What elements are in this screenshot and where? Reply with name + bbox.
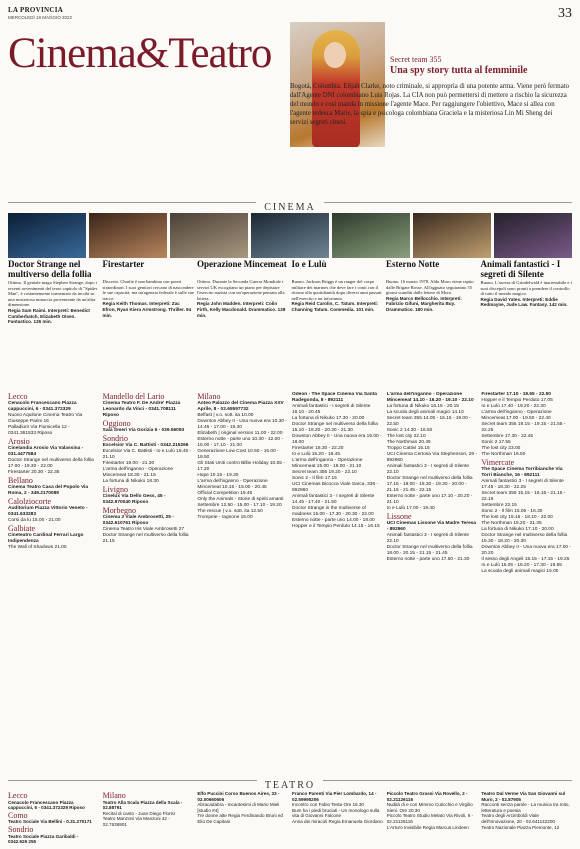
feature-headline: Una spy story tutta al femminile (390, 65, 528, 76)
city-heading: Sondrio (8, 824, 34, 834)
listing-entry: Corsi da lu 15.00 - 21.00 (8, 518, 61, 523)
listing-entry: The Wall of Shadows 21.00 (8, 545, 67, 550)
listing-entry: Settembre 12.50 - 15.00 - 17.10 - 19.20 (197, 503, 282, 508)
listing-entry: Esterno notte - parte uno 10.30 - 12.00 - 15.00 - 17.10 - 21.00 (197, 437, 283, 448)
listing-entry: Odeon - The Space Cinema Via Santa Radegonda, 8 - 892111 (292, 392, 377, 403)
listing-column (197, 791, 288, 845)
listing-entry: L'arma dell'inganno - Operazione Mincemeat 10.15 - 15.00 - 20.45 (197, 479, 268, 490)
listing-entry: L'arma dell'inganno - Operazione Mincemeat 17.00 - 19.50 - 22.40 (481, 410, 552, 421)
listing-column (103, 392, 194, 760)
film-card (386, 260, 478, 325)
listing-entry: Franco Parenti Via Pier Lombardo, 14 - 02.59995206 (292, 791, 377, 802)
listing-entry: L'arma dell'inganno - Operazione Mincemeat 18.30 - 21.15 (102, 467, 174, 478)
listing-entry: Sonic 2 17.55 (481, 440, 511, 445)
listing-entry: Bum ha i piedi bruciati - Un monologo sulla vita di Giovanni Falcone (292, 807, 380, 819)
listing-entry: Firestarter 18.30 - 22.20 (292, 446, 344, 451)
teatro-section-label: TEATRO (257, 780, 323, 791)
listing-column (8, 392, 99, 760)
listing-entry: Doctor Strange nel multiverso della follia 15.30 - 18.20 - 20.30 (481, 533, 568, 544)
listing-entry: Tre donne alte Regia Ferdinando Bruni ed Elio De Capitani (197, 813, 283, 824)
city-heading: Oggiono (102, 419, 131, 428)
city-heading: Milano (197, 392, 221, 401)
listing-entry: Cinema Teatro F. De Andre' Piazza Leonardo da Vinci - 0341.708111 Riposo (102, 401, 181, 418)
listing-entry: Anna dei miracoli Regia Emanuela Giordano (292, 818, 383, 824)
listing-entry: Secret team 355 14.05 - 16.15 - 19.00 - 22.50 (386, 416, 471, 427)
film-credits: Regia Marco Bellocchio. Interpreti: Fabrizio Gifuni, Margherita Buy. Drammatico. 180 min. (386, 295, 462, 312)
film-title: Doctor Strange nel multiverso della follia (8, 259, 92, 279)
listing-entry: Doctor Strange nel multiverso della follia 17.00 - 19.30 - 22.00 (8, 458, 94, 469)
listing-entry: Io e Lulù 17.40 - 19.20 - 22.30 (481, 404, 546, 409)
issue-date: MERCOLEDÌ 18 MAGGIO 2022 (8, 15, 73, 20)
listing-entry: Esterno notte - parte uno 14.00 - 18.00 (292, 518, 375, 523)
film-credits: Regia Sam Raimi. Interpreti: Benedict Cumberbatch, Elizabeth Olsen. Fantastico. 126 min. (8, 307, 90, 325)
listing-entry: Piccolo Teatro Grassi Via Rovello, 2 - 02.21126116 (386, 791, 468, 802)
listing-column (292, 791, 383, 845)
city-heading: Sondrio (102, 434, 129, 443)
listing-entry: Downton Abbey II - Una nuova era 17.00 - 20.20 (481, 545, 571, 556)
listing-entry: UCI Cinemas Lissone Via Madre Teresa - 892960 (386, 521, 477, 532)
listing-entry: Hope 10.15 - 19.30 (197, 473, 239, 478)
city-heading: Calolziocorte (8, 497, 52, 506)
listing-entry: Cenacolo Francescano Piazza cappuccini, 6 - 0341.372329 (8, 401, 77, 412)
listing-entry: Cinelux Via Dello Gess, 45 - 0342.970040 Riposo (102, 494, 166, 505)
poster-strip (8, 213, 572, 258)
film-description: Ottimo. Durante la Seconda Guerra Mondiale i servizi UK escogitano un piano per depistare l'esercito nazista con un'operazione pensata alla lettera. (197, 279, 285, 301)
listing-entry: UCI Cinema Certosa Via Stephenson, 29 - 892960 (386, 452, 477, 463)
listing-entry: Cinema Teatro Iris Viale Ambrosetti 27 (102, 527, 185, 532)
listing-entry: Sonic 2 - Il film 17.15 (292, 476, 337, 481)
listing-entry: Sala Smeri Via Gorizia 6 - 039.56093 (102, 428, 185, 433)
film-description: Discreto. Charlie è una bambina con poteri straordinari. I suoi genitori cercano di nascondere le sue capacità, ma un'agenzia federale è sulle sue tracce. (102, 279, 195, 301)
city-heading: Como (8, 810, 28, 820)
film-title: Firestarter (102, 259, 145, 269)
listing-entry: Downton Abbey II - Una nuova era 15.00 - 18.00 (292, 434, 382, 445)
film-card (8, 260, 100, 325)
listing-column (197, 392, 288, 760)
listing-entry: Doctor Strange nel multiverso della follia 18.00 - 20.15 - 21.15 - 21.45 (386, 545, 473, 556)
city-heading: Lecco (8, 791, 28, 800)
listing-entry: Troppo Cattivi 15.15 (386, 446, 430, 451)
poster-3 (251, 213, 329, 258)
listing-entry: Firestarter 19.00 - 21.30 (102, 461, 155, 466)
listing-entry: La fortuna di Nikuko 17.10 - 20.00 (481, 527, 554, 532)
listing-entry: Teatro Nazionale Piazza Piemonte, 12 (481, 824, 560, 830)
listing-entry: Teatro Dal Verme Via San Giovanni sul Muro, 2 - 02.87905 (481, 791, 566, 802)
listing-entry: The lost city 15.15 - 18.10 - 22.00 (481, 515, 553, 520)
listing-entry: The lost city 22.10 (386, 434, 426, 439)
listing-entry: Generazione Low Cost 10.50 - 15.00 - 19.50 (197, 449, 279, 460)
listing-entry: Elizabeth | original version 11.00 - 22.00 (197, 431, 283, 436)
listing-entry: Cinema Teatro Casa del Popolo Via Roma, 2 - 349.2170089 (8, 485, 89, 496)
feature-lede: Bogotá, Colombia. Elijah Clarke, noto criminale, si appropria di una potente arma. Viene però fermato dall'Agente DNI colombiano Luis Rojas. La CIA non può permettersi di mettere a rischio la sicurezza del mondo e così manda in missione l'agente Mace. Per raggiungere l'obiettivo, Mace si allea con l'agente tedesca Marie, la spia e psicologa colombiana Graciela e la misteriosa Lin Mi Sheng dei servizi segreti cinesi. (290, 83, 570, 126)
listing-entry: Animali fantastici - I segreti di Silente 16.10 - 20.45 (292, 404, 371, 415)
listing-entry: Anteo Palazzo del Cinema Piazza XXV Aprile, 8 - 02.65597732 (197, 401, 284, 412)
listing-entry: Nuovo Aquilone Cinema Teatro Via Giuseppe Parini 16 (8, 413, 83, 424)
listing-entry: Io e Lulù 17.00 - 19.40 (386, 506, 435, 511)
listing-entry: Esterno notte - parte uno 17.50 - 21.30 (386, 557, 470, 562)
listing-entry: Only the Animals - Storie di spiriti amanti (197, 497, 284, 502)
listing-entry: Doctor Strange nel multiverso della follia 21.15 (102, 533, 189, 544)
listing-column (292, 392, 383, 760)
listing-entry: Doctor Strange nel multiverso della follia 15.10 - 18.20 - 20.30 - 21.30 (292, 422, 378, 433)
poster-6 (494, 213, 572, 258)
city-heading: Mandello del Lario (102, 392, 165, 401)
listing-entry: Official Competition 19.45 (197, 491, 253, 496)
listing-entry: Piccolo Teatro Studio Melato Via Rivoli, 6 - 02.21126116 (386, 813, 474, 824)
listing-entry: La scuola degli animali magici 14.10 (386, 410, 464, 415)
listing-entry: Gli Stati Uniti contro Billie Holiday 10.55 - 17.20 (197, 461, 285, 472)
listing-entry: Sonic 2 14.30 - 16.50 (386, 428, 433, 433)
listing-entry: Sonic 2 - Il film 15.05 - 16.30 (481, 509, 543, 514)
listing-entry: Doctor Strange in the multiverse of madness 15.00 - 17.30 - 20.30 - 22.00 (292, 506, 374, 517)
city-heading: Bellano (8, 476, 33, 485)
listing-column (387, 791, 478, 845)
listing-entry: The Northman 16.50 (481, 452, 526, 457)
page-number: 33 (558, 6, 572, 21)
listing-entry: The lost city 23.00 (481, 446, 521, 451)
poster-0 (8, 213, 86, 258)
listing-entry: Esterno notte - parte uno 17.10 - 20.20 - 21.10 (386, 494, 473, 505)
listing-entry: Abracadabra - Incantesimi di Mario Mieli [studio #4] (197, 802, 280, 813)
newspaper-brand: LA PROVINCIA (8, 6, 64, 14)
listing-entry: Trompeie - ragnone 15.00 (197, 515, 253, 520)
listing-column (481, 392, 572, 760)
listing-entry: L'Arturo Invisibile Regia Marcus Lindeen (386, 824, 469, 830)
listing-entry: La fortuna di Nikuko 18.30 (102, 479, 159, 484)
listing-entry: Settembre 22.15 (481, 503, 517, 508)
listing-entry: Palladium Via Fiumicella 12 - 0341.361533 Riposo (8, 425, 70, 436)
film-description: Ottimo. Il geniale mago Stephen Strange, dopo i recenti avvenimenti del terzo capitolo di "Spider Man", è costantemente tormentato da incubi su una misteriosa minaccia proveniente da un'altra dimensione. (8, 280, 98, 308)
listing-entry: Nudità di e con Mimmo Cuticchio e Virgilio Sieni. Ore 20.30 (386, 802, 473, 813)
listing-entry: UCI Cinemas Bicocca Viale Sarca, 336 - 892960 (292, 482, 379, 493)
city-heading: Vimercate (481, 458, 515, 467)
listing-entry: Belfast | v.o. sott. ita 10.00 (197, 413, 254, 418)
listing-column (8, 791, 99, 845)
listing-entry: Cinema 3 Viale Ambrosetti, 25 - 0342.610761 Riposo (102, 515, 174, 526)
film-title: Animali fantastici - I segreti di Silente (480, 259, 561, 279)
listing-entry: Incontro con Fabio Testa Ore 18.30 (292, 802, 364, 808)
theatre-listings (8, 791, 572, 845)
listing-entry: The rescue | v.o. sott. ita 12.50 (197, 509, 263, 514)
listing-entry: Doctor Strange nel multiverso della follia 17.15 - 18.00 - 18.30 - 19.30 - 20.00 - 21.15 - 21.45 - 22.15 (386, 476, 473, 493)
listing-entry: Animali fantastici 3 - I segreti di Silente 22.10 (386, 533, 470, 544)
listing-entry: Cenacolo Francescano Piazza cappuccini, 6 - 0341.372329 Riposo (8, 799, 85, 811)
section-title: Cinema&Teatro (8, 30, 272, 77)
listing-entry: Cineteatro Cardinal Ferrari Largo Indipendenza (8, 533, 84, 544)
city-heading: Lecco (8, 392, 28, 401)
listing-entry: Hopper e il Tempio Perduto 14.15 - 16.15 (292, 524, 380, 529)
listing-entry: The Northman 15.20 - 21.35 (481, 521, 542, 526)
listing-entry: Teatro Sociale Piazza Garibaldi - 0342.526 255 (8, 833, 79, 845)
listing-entry: Secret team 355 19.15 - 19.15 - 21.55 - 22.25 (481, 422, 566, 433)
film-title: Esterno Notte (386, 259, 440, 269)
listing-column (103, 791, 194, 845)
poster-4 (332, 213, 410, 258)
cinema-section-label: CINEMA (256, 202, 323, 213)
listing-entry: L'arma dell'inganno - Operazione Mincemeat 14.10 - 16.20 - 19.10 - 22.10 (386, 392, 474, 403)
listing-entry: Firestarter 20.30 - 22.35 (8, 470, 60, 475)
film-description: Buono. 16 marzo 1978. Aldo Moro viene rapito dalle Brigate Rosse. All'agguato seguiranno 55 giorni scanditi dalle lettere di Moro. (386, 279, 474, 296)
feature-kicker: Secret team 355 (390, 55, 442, 64)
listing-entry: La fortuna di Nikuko 16.15 - 20.15 (386, 404, 459, 409)
city-heading: Arosio (8, 437, 30, 446)
city-heading: Lissone (386, 512, 412, 521)
film-credits: Regia Reid Carolin, C. Tatum. Interpreti: Channing Tatum. Commedia. 101 min. (291, 301, 379, 312)
listing-entry: Teatro degli Arcimboldi Viale dell'Innovazione, 20 - 02.641142200 (481, 813, 555, 824)
film-card (197, 260, 289, 325)
listing-entry: The Space Cinema Torribianche Via Torri Bianche, 16 - 892111 (481, 467, 563, 478)
listing-column (387, 392, 478, 760)
film-credits: Regia David Yates. Interpreti: Eddie Redmayne, Jude Law. Fantasy. 142 min. (480, 296, 568, 308)
listing-entry: Excelsior Via C. Battisti - 0342.215266 (102, 443, 189, 448)
listing-entry: Firestarter 17.10 - 19.55 - 22.50 (481, 392, 551, 397)
listing-entry: Il sesso degli Angeli 15.15 - 17.15 - 19.25 (481, 557, 570, 562)
poster-1 (89, 213, 167, 258)
listing-entry: La fortuna di Nikuko 17.30 - 20.00 (292, 416, 365, 421)
film-card (103, 260, 195, 325)
listing-entry: Secret team 355 15.15 - 16.15 - 21.15 - 22.15 (481, 491, 566, 502)
listing-entry: Teatro Alla Scala Piazza della Scala - 02.88791 (102, 799, 183, 811)
film-description: Buono. L'ascesa di Grindelwald è inarrestabile e i suoi discepoli sono pronti a prendere il controllo di tutto il mondo magico. (480, 280, 572, 297)
listing-entry: Auditorium Piazza Vittorio Veneto - 0341.633283 (8, 506, 88, 517)
listing-entry: Io e Lulù 15.05 - 16.20 - 17.30 - 19.55 (481, 563, 562, 568)
listing-entry: Downton Abbey II - Una nuova era 10.30 - 14.45 - 17.00 - 19.30 (197, 419, 287, 430)
listing-entry: Animali fantastici 3 - I segreti di Silente 17.45 - 18.30 - 22.25 (481, 479, 564, 490)
listing-entry: La scuola degli animali magici 15.00 (481, 569, 559, 574)
poster-5 (413, 213, 491, 258)
listing-entry: Hopper e il Tempio Perduto 17.05 (481, 398, 553, 403)
program-listings (8, 392, 572, 760)
listing-entry: Excelsior Via C. Battisti - Io e Lulù 18.45 - 21.10 (102, 449, 192, 460)
film-description: Buono. Jackson Briggs è un ranger del corpo militare dei marines che deve fare i conti con il ritorno alla quotidianità dopo diversi anni passati nell'esercito e un infortunio. (291, 279, 382, 301)
listing-entry: L'arma dell'inganno - Operazione Mincemeat 15.00 - 18.00 - 21.10 (292, 458, 363, 469)
listing-entry: Cinelandia Arosio Via Valassina - 031.4477584 (8, 446, 84, 457)
film-card (292, 260, 384, 325)
film-credits: Regia John Madden. Interpreti: Colin Firth, Kelly Macdonald. Drammatico. 128 min. (197, 301, 286, 318)
listing-entry: Animali fantastici 3 - I segreti di Silente 22.10 (386, 464, 470, 475)
film-credits: Regia Keith Thomas. Interpreti: Zac Efron, Ryan Kiera Armstrong. Thriller. 94 min. (102, 301, 192, 318)
listing-entry: Recital di canto - Juan Diego Florez (102, 810, 176, 816)
listing-entry: Animali fantastici 3 - I segreti di Silente 14.45 - 17.40 - 21.50 (292, 494, 375, 505)
actress-face-icon (324, 42, 346, 68)
poster-2 (170, 213, 248, 258)
listing-entry: Secret team 355 19.20 - 22.10 (292, 470, 357, 475)
film-title: Operazione Mincemeat (197, 259, 287, 269)
film-card (481, 260, 573, 325)
city-heading: Galbiate (8, 524, 36, 533)
listing-entry: Racconti senza parole - La musica tra mito, letteratura e poesia (481, 802, 570, 813)
film-cards (8, 260, 572, 325)
film-title: Io e Lulù (291, 259, 327, 269)
listing-column (481, 791, 572, 845)
city-heading: Milano (102, 791, 126, 800)
listing-entry: Elfo Puccini Corso Buenos Aires, 33 - 02.00660606 (197, 791, 280, 802)
listing-entry: Teatro Sociale Via Bellini - 0.31.270171 (8, 819, 92, 825)
listing-entry: Teatro Manzoni Via Manzoni 42 - 02.7636901 (102, 816, 170, 827)
listing-entry: Settembre 17.30 - 22.45 (481, 434, 534, 439)
listing-entry: Io e Lulù 15.20 - 19.45 (292, 452, 341, 457)
listing-entry: The Northman 20.45 (386, 440, 431, 445)
city-heading: Morbegno (102, 506, 136, 515)
city-heading: Livigno (102, 485, 129, 494)
